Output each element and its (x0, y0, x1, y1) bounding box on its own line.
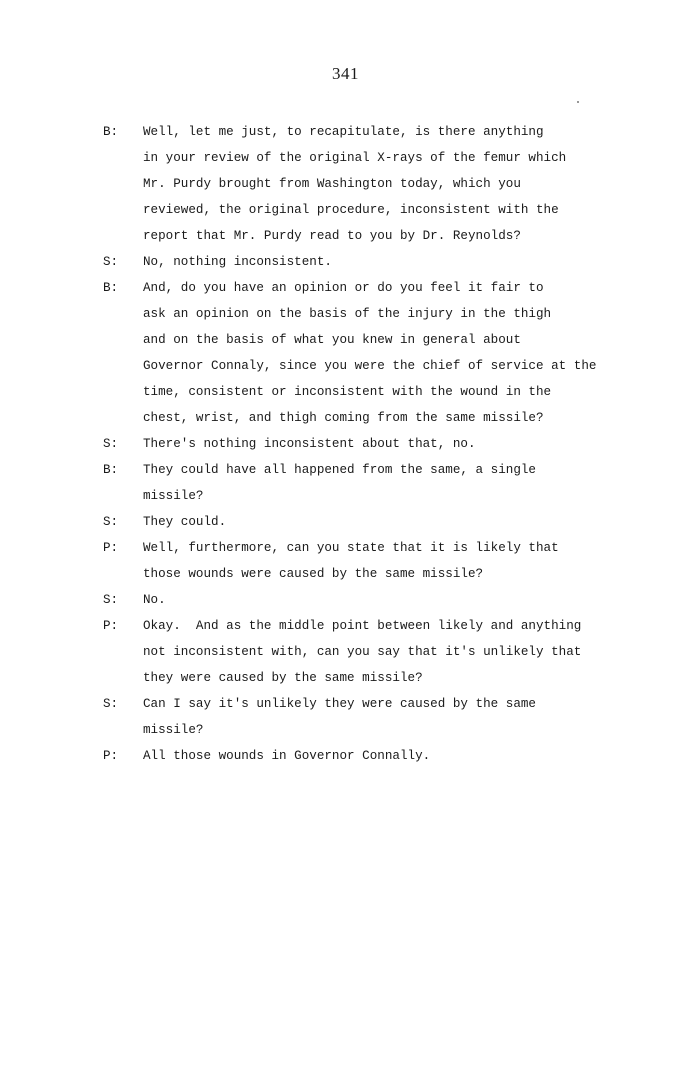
speaker-label: B: (103, 281, 119, 295)
text-line: There's nothing inconsistent about that, no. (143, 437, 476, 451)
speaker-label: S: (103, 515, 119, 529)
transcript-entry (103, 457, 643, 509)
transcript-entry (103, 587, 643, 613)
scan-speck (577, 101, 579, 103)
transcript (103, 119, 643, 769)
speaker-label: P: (103, 619, 119, 633)
entry-text (143, 613, 643, 691)
page-number: 341 (332, 64, 359, 83)
speaker-label: S: (103, 593, 119, 607)
text-line: missile? (143, 723, 204, 737)
text-line: time, consistent or inconsistent with the wound in the (143, 385, 552, 399)
speaker-label: S: (103, 437, 119, 451)
entry-text (143, 587, 643, 613)
transcript-entry (103, 743, 643, 769)
text-line: chest, wrist, and thigh coming from the same missile? (143, 411, 544, 425)
text-line: Governor Connaly, since you were the chief of service at the (143, 359, 597, 373)
text-line: those wounds were caused by the same missile? (143, 567, 484, 581)
transcript-entry (103, 613, 643, 691)
text-line: Can I say it's unlikely they were caused by the same (143, 697, 536, 711)
text-line: Okay. And as the middle point between likely and anything (143, 619, 582, 633)
speaker-label: P: (103, 749, 119, 763)
entry-text (143, 249, 643, 275)
text-line: Well, let me just, to recapitulate, is there anything (143, 125, 544, 139)
text-line: and on the basis of what you knew in general about (143, 333, 521, 347)
speaker-label: B: (103, 125, 119, 139)
speaker-label: S: (103, 255, 119, 269)
text-line: not inconsistent with, can you say that it's unlikely that (143, 645, 582, 659)
transcript-entry (103, 275, 643, 431)
entry-text (143, 119, 643, 249)
text-line: And, do you have an opinion or do you feel it fair to (143, 281, 544, 295)
text-line: No. (143, 593, 166, 607)
transcript-entry (103, 691, 643, 743)
text-line: They could have all happened from the same, a single (143, 463, 536, 477)
transcript-entry (103, 119, 643, 249)
text-line: ask an opinion on the basis of the injury in the thigh (143, 307, 552, 321)
text-line: report that Mr. Purdy read to you by Dr. Reynolds? (143, 229, 521, 243)
transcript-entry (103, 535, 643, 587)
entry-text (143, 535, 643, 587)
entry-text (143, 457, 643, 509)
speaker-label: P: (103, 541, 119, 555)
entry-text (143, 275, 643, 431)
transcript-entry (103, 431, 643, 457)
text-line: in your review of the original X-rays of the femur which (143, 151, 567, 165)
text-line: No, nothing inconsistent. (143, 255, 332, 269)
text-line: All those wounds in Governor Connally. (143, 749, 431, 763)
text-line: Mr. Purdy brought from Washington today, which you (143, 177, 521, 191)
text-line: reviewed, the original procedure, inconsistent with the (143, 203, 559, 217)
text-line: they were caused by the same missile? (143, 671, 423, 685)
entry-text (143, 743, 643, 769)
speaker-label: B: (103, 463, 119, 477)
entry-text (143, 509, 643, 535)
text-line: missile? (143, 489, 204, 503)
entry-text (143, 431, 643, 457)
entry-text (143, 691, 643, 743)
transcript-entry (103, 249, 643, 275)
text-line: They could. (143, 515, 227, 529)
transcript-entry (103, 509, 643, 535)
speaker-label: S: (103, 697, 119, 711)
text-line: Well, furthermore, can you state that it is likely that (143, 541, 559, 555)
